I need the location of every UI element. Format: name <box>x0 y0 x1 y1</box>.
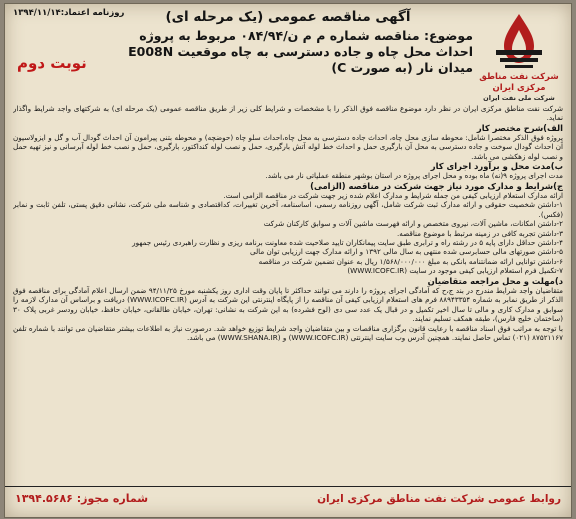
logo-subcaption: شرکت ملی نفت ایران <box>483 94 555 102</box>
tender-body <box>13 104 563 483</box>
public-relations-signature: روابط عمومی شرکت نفت مناطق مرکزی ایران <box>317 493 561 505</box>
intro-text: شرکت نفت مناطق مرکزی ایران در نظر دارد موضوع مناقصه فوق الذکر را با مشخصات و شرایط کلی زیر از طریق مناقصه عمومی (یک مرحله ای) به شرکتهای واجد شرایط واگذار نماید. <box>13 104 563 123</box>
permit-number: شماره مجوز: ۱۳۹۴.۵۶۸۶ <box>15 492 149 505</box>
section-b-title: ب)مدت محل و برآورد اجرای کار <box>430 161 563 172</box>
notice-round-badge: نوبت دوم <box>17 54 87 72</box>
logo-caption: شرکت نفت مناطق مرکزی ایران <box>479 72 559 93</box>
section-d-text: متقاضیان واجد شرایط مندرج در بند ج،ح که آمادگی اجرای پروژه را دارند می توانند حداکثر تا پایان وقت اداری روز یکشنبه مورخ ۹۴/۱۱/۲۵ ضمن ارسال اعلام آمادگی برای مناقصه فوق الذکر از طریق نمابر به شماره ۸۸۹۴۳۳۵۴ فرم های استعلام ارزیابی کیفی آن مناقصه را از پایگاه اینترنتی این شرکت به آدرس (WWW.ICOFC.IR) دریافت و براساس آن مدارک لازمه را سوابق و مدارک کاری و مالی تا سال اخیر تکمیل و در قبال یک عدد سی دی (لوح فشرده) به این شرکت به نشانی: تهران، خیابان طالقانی، خیابان حافظ، خیابان رودسر غربی پلاک ۳۰ (ساختمان خلیج فارس)، طبقه همکف تسلیم نمایند. <box>13 285 563 324</box>
requirement-item: ۶-داشتن توانایی ارائه ضمانتنامه بانکی به مبلغ ۱/۵۶۸/۰۰۰/۰۰۰ ریال به عنوان تضمین شرکت در مناقصه <box>258 256 563 266</box>
newspaper-clipping <box>4 3 572 518</box>
section-a-title: الف)شرح مختصر کار <box>476 122 563 133</box>
newspaper-date: روزنامه اعتماد:۱۳۹۴/۱۱/۱۴ <box>13 8 125 18</box>
tender-subject: موضوع: مناقصه شماره م م ن/۰۸۴/۹۴ مربوط به پروژه احداث محل چاه و جاده دسترسی به چاه موقعیت E008N میدان نار (به صورت C) <box>128 28 473 75</box>
section-d-title: د)مهلت و محل مراجعه متقاضیان <box>427 275 563 286</box>
requirement-item: ۵-داشتن صورتهای مالی حسابرسی شده منتهی به سال مالی ۱۳۹۲ و ارائه مدارک جهت ارزیابی توان مالی <box>249 247 563 257</box>
tender-headline: آگهی مناقصه عمومی (یک مرحله ای) <box>165 9 411 25</box>
oil-flame-logo-icon <box>488 10 550 70</box>
requirement-item: ۴-داشتن حداقل دارای پایه ۵ در رشته راه و ترابری طبق سایت پیمانکاران تایید صلاحیت شده معاونت برنامه ریزی و نظارت راهبردی رئیس جمهور <box>132 237 563 247</box>
requirement-item: ۲-داشتن امکانات، ماشین آلات، نیروی متخصص و ارائه فهرست ماشین آلات و سوابق کارکنان شرکت <box>263 219 563 229</box>
requirement-item: ۱-داشتن شخصیت حقوقی و ارائه مدارک ثبت شرکت شامل، آگهی روزنامه رسمی، اساسنامه، آخرین تغییرات، کداقتصادی و شناسه ملی شرکت، نشانی دقیق پستی، تلفن ثابت و نمابر (فکس). <box>13 200 563 219</box>
company-logo <box>475 10 563 102</box>
section-c-intro: ارائه مدارک استعلام ارزیابی کیفی من جمله شرایط و مدارک اعلام شده زیر جهت شرکت در مناقصه الزامی است. <box>223 190 563 200</box>
section-c-title: ج)شرایط و مدارک مورد نیاز جهت شرکت در مناقصه (الزامی) <box>310 180 563 191</box>
notice-footer <box>5 486 571 517</box>
closing-text: با توجه به مراتب فوق اسناد مناقصه با رعایت قانون برگزاری مناقصات و بین متقاضیان واجد شرایط توزیع خواهد شد. درصورت نیاز به اطلاعات بیشتر متقاضیان می توانند با شماره تلفن ۸۷۵۲۱۱۶۷ (۰۲۱) تماس حاصل نمایند. همچنین آدرس وب سایت اینترنتی (WWW.ICOFC.IR) و (WWW.SHANA.IR) می باشد. <box>13 323 563 343</box>
requirement-item: ۷-تکمیل فرم استعلام ارزیابی کیفی موجود در سایت (WWW.ICOFC.IR) <box>347 266 563 276</box>
requirement-item: ۳-داشتن تجربه کافی در زمینه مرتبط با موضوع مناقصه. <box>397 228 563 238</box>
section-b-text: مدت اجرای پروژه ۹(نه) ماه بوده و محل اجرای پروژه در استان بوشهر منطقه عملیاتی نار می باشد. <box>265 171 563 181</box>
section-a-text: پروژه فوق الذکر مختصرا شامل: محوطه سازی محل چاه، احداث جاده دسترسی به محل چاه،احداث سلو چاه (حوضچه) و محوطه بتنی پیرامون آن احداث گودال آب و گل و ایزولاسیون آن احداث گودال سوخت و جاده دسترسی به محل آن بارگیری حمل و احداث خط لوله آتش بارگیری، حمل و نصب لوله کنداکتور، بارگیری، حمل و نصب خط لوله آبرسانی و نیز تهیه حمل و نصب لوله زهکشی می باشد. <box>13 132 563 161</box>
